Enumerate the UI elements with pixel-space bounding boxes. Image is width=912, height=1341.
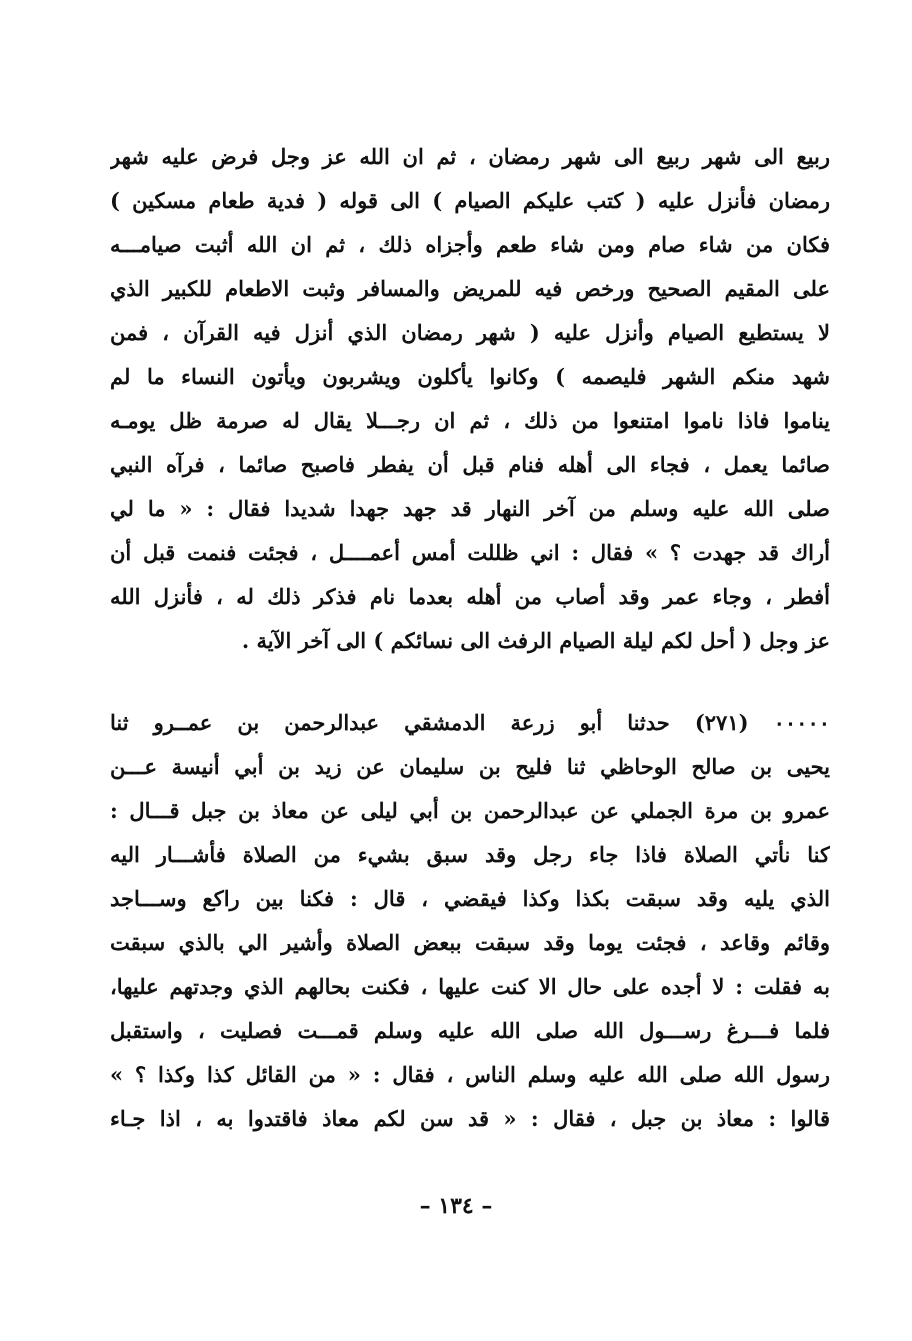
paragraph-hadith-271 [110, 701, 830, 1141]
text-line: رسول الله صلى الله عليه وسلم الناس ، فقال : « من القائل كذا وكذا ؟ » [110, 1062, 830, 1087]
text-line: صائما يعمل ، فجاء الى أهله فنام قبل أن يفطر فاصبح صائما ، فرآه النبي [110, 452, 830, 477]
text-line: صلى الله عليه وسلم من آخر النهار قد جهد جهدا شديدا فقال : « ما لي [110, 496, 830, 521]
text-line: قالوا : معاذ بن جبل ، فقال : « قد سن لكم معاذ فاقتدوا به ، اذا جـاء [110, 1106, 830, 1131]
paragraph-continued-hadith [110, 135, 830, 663]
text-line: ربيع الى شهر ربيع الى شهر رمضان ، ثم ان الله عز وجل فرض عليه شهر [110, 144, 830, 169]
text-line: فكان من شاء صام ومن شاء طعم وأجزاه ذلك ، ثم ان الله أثبت صيامـــه [110, 232, 830, 257]
text-line: يحيى بن صالح الوحاظي ثنا فليح بن سليمان عن زيد بن أبي أنيسة عـــن [110, 754, 830, 779]
text-line: على المقيم الصحيح ورخص فيه للمريض والمسافر وثبت الاطعام للكبير الذي [110, 276, 830, 301]
text-line: عز وجل ( أحل لكم ليلة الصيام الرفث الى نسائكم ) الى آخر الآية . [241, 628, 830, 653]
text-line: ٠٠٠٠٠ (٢٧١) حدثنا أبو زرعة الدمشقي عبدالرحمن بن عمــرو ثنا [110, 710, 830, 735]
text-line: لا يستطيع الصيام وأنزل عليه ( شهر رمضان الذي أنزل فيه القرآن ، فمن [110, 320, 830, 345]
text-line: يناموا فاذا ناموا امتنعوا من ذلك ، ثم ان رجـــلا يقال له صرمة ظل يومـه [110, 408, 830, 433]
text-line: وقائم وقاعد ، فجئت يوما وقد سبقت ببعض الصلاة وأشير الي بالذي سبقت [110, 930, 830, 955]
text-line: شهد منكم الشهر فليصمه ) وكانوا يأكلون ويشربون ويأتون النساء ما لم [110, 364, 830, 389]
page-number: – ١٣٤ – [419, 1193, 493, 1219]
text-line: أفطر ، وجاء عمر وقد أصاب من أهله بعدما نام فذكر ذلك له ، فأنزل الله [110, 584, 830, 609]
text-line: فلما فـــرغ رســـول الله صلى الله عليه وسلم قمـــت فصليت ، واستقبل [110, 1018, 830, 1043]
text-line: أراك قد جهدت ؟ » فقال : اني ظللت أمس أعمــــل ، فجئت فنمت قبل أن [110, 540, 830, 565]
text-line: كنا نأتي الصلاة فاذا جاء رجل وقد سبق بشيء من الصلاة فأشـــار اليه [110, 842, 830, 867]
text-line: الذي يليه وقد سبقت بكذا وكذا فيقضي ، قال : فكنا بين راكع وســـاجد [110, 886, 830, 911]
text-line: عمرو بن مرة الجملي عن عبدالرحمن بن أبي ليلى عن معاذ بن جبل قـــال : [110, 798, 830, 823]
text-line: رمضان فأنزل عليه ( كتب عليكم الصيام ) الى قوله ( فدية طعام مسكين ) [110, 188, 830, 213]
text-line: به فقلت : لا أجده على حال الا كنت عليها ، فكنت بحالهم الذي وجدتهم عليها، [110, 974, 830, 999]
